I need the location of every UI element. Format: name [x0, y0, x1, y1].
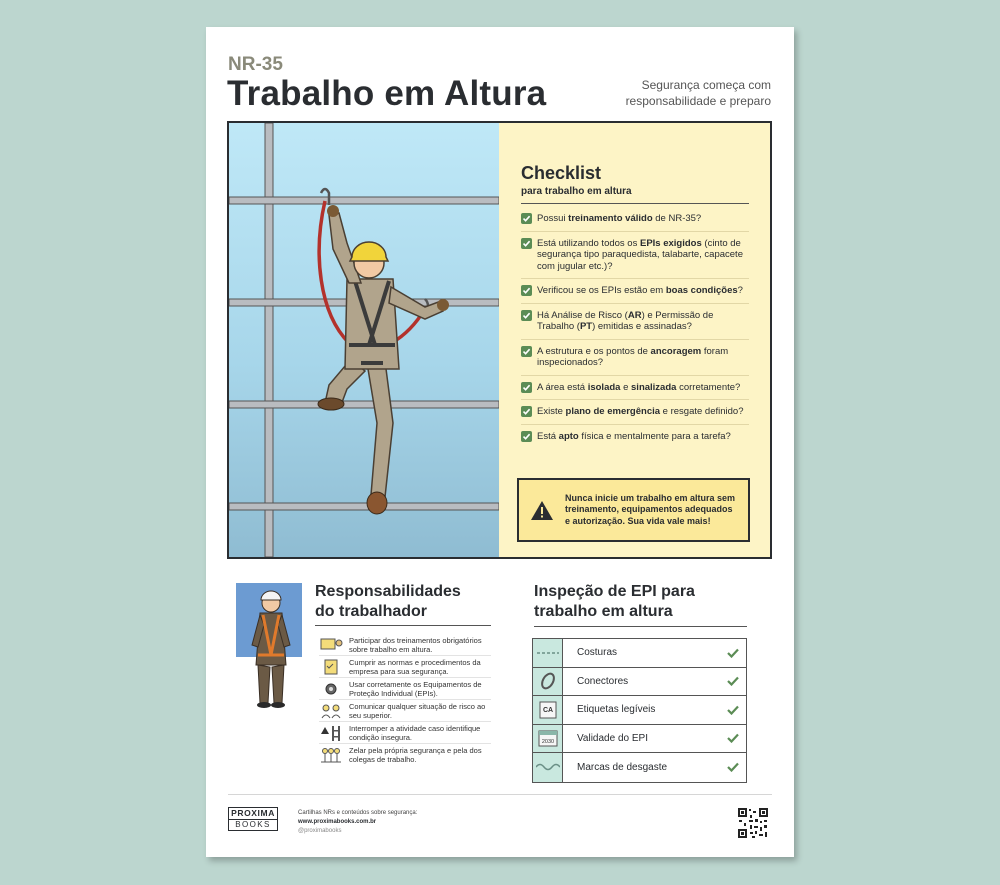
check-icon — [720, 762, 746, 772]
table-row: Costuras — [533, 639, 746, 668]
checklist-title: Checklist — [521, 163, 602, 183]
svg-text:CA: CA — [542, 706, 553, 714]
qr-code-icon[interactable] — [737, 807, 769, 839]
inspection-table — [532, 638, 747, 783]
table-row: 2030 Validade do EPI — [533, 725, 746, 754]
norm-code: NR-35 — [228, 54, 283, 75]
worker-climbing-illustration — [229, 123, 499, 557]
check-icon — [521, 431, 532, 442]
checklist-item: A área está isolada e sinalizada corretamente? — [521, 376, 749, 401]
poster-sheet — [206, 27, 794, 857]
communicate-icon — [319, 702, 343, 720]
table-row: Marcas de desgaste — [533, 753, 746, 782]
checklist-panel — [499, 123, 770, 557]
training-icon — [319, 636, 343, 654]
svg-text:2030: 2030 — [541, 739, 554, 746]
check-icon — [720, 676, 746, 686]
divider — [534, 626, 747, 627]
check-icon — [521, 406, 532, 417]
stitching-icon — [533, 639, 563, 667]
wear-icon — [533, 753, 563, 782]
checklist-item: Possui treinamento válido de NR-35? — [521, 207, 749, 232]
check-icon — [521, 310, 532, 321]
publisher-logo: PROXIMA BOOKS — [228, 807, 278, 831]
list-item: Participar dos treinamentos obrigatórios sobre trabalho em altura. — [319, 634, 491, 656]
check-icon — [521, 213, 532, 224]
checklist-item: Verificou se os EPIs estão em boas condições? — [521, 279, 749, 304]
stop-icon — [319, 724, 343, 742]
label-tag-icon — [533, 696, 563, 724]
carabiner-icon — [533, 668, 563, 696]
check-icon — [521, 238, 532, 249]
divider — [315, 625, 491, 626]
tagline: Segurança começa com responsabilidade e preparo — [625, 78, 771, 108]
page-title: Trabalho em Altura — [227, 74, 547, 113]
check-icon — [521, 382, 532, 393]
responsibilities-list — [319, 634, 491, 766]
checklist-item: Existe plano de emergência e resgate definido? — [521, 400, 749, 425]
check-icon — [521, 285, 532, 296]
list-item: Zelar pela própria segurança e pela dos colegas de trabalho. — [319, 744, 491, 766]
table-row: CA Etiquetas legíveis — [533, 696, 746, 725]
ppe-icon — [319, 680, 343, 698]
list-item: Usar corretamente os Equipamentos de Proteção Individual (EPIs). — [319, 678, 491, 700]
warning-box — [517, 478, 750, 542]
divider — [521, 203, 749, 204]
website-link[interactable]: www.proximabooks.com.br — [298, 819, 377, 825]
warning-text: Nunca inicie um trabalho em altura sem treinamento, equipamentos adequados e autorização. Sua vida vale mais! — [565, 492, 736, 526]
checklist-subtitle: para trabalho em altura — [521, 186, 632, 197]
rules-icon — [319, 658, 343, 676]
calendar-icon — [533, 725, 563, 753]
social-handle: @proximabooks — [298, 828, 342, 834]
table-row: Conectores — [533, 668, 746, 697]
footer-credits: Cartilhas NRs e conteúdos sobre segurança: www.proximabooks.com.br @proximabooks — [298, 810, 418, 834]
team-icon — [319, 746, 343, 764]
check-icon — [720, 648, 746, 658]
hero-panel — [227, 121, 772, 559]
check-icon — [521, 346, 532, 357]
worker-harness-illustration — [236, 575, 306, 710]
checklist-item: Está utilizando todos os EPIs exigidos (cinto de segurança tipo paraquedista, talabarte, capacete com jugular etc.)? — [521, 232, 749, 280]
checklist-item: Há Análise de Risco (AR) e Permissão de Trabalho (PT) emitidas e assinadas? — [521, 304, 749, 340]
warning-icon — [519, 500, 565, 521]
check-icon — [720, 705, 746, 715]
divider — [228, 794, 772, 795]
list-item: Comunicar qualquer situação de risco ao seu superior. — [319, 700, 491, 722]
responsibilities-title: Responsabilidades do trabalhador — [315, 583, 461, 620]
list-item: Interromper a atividade caso identifique condição insegura. — [319, 722, 491, 744]
list-item: Cumprir as normas e procedimentos da empresa para sua segurança. — [319, 656, 491, 678]
checklist-item: A estrutura e os pontos de ancoragem foram inspecionados? — [521, 340, 749, 376]
checklist-item: Está apto física e mentalmente para a tarefa? — [521, 425, 749, 449]
checklist-items — [521, 207, 749, 448]
check-icon — [720, 733, 746, 743]
inspection-title: Inspeção de EPI para trabalho em altura — [534, 583, 695, 620]
